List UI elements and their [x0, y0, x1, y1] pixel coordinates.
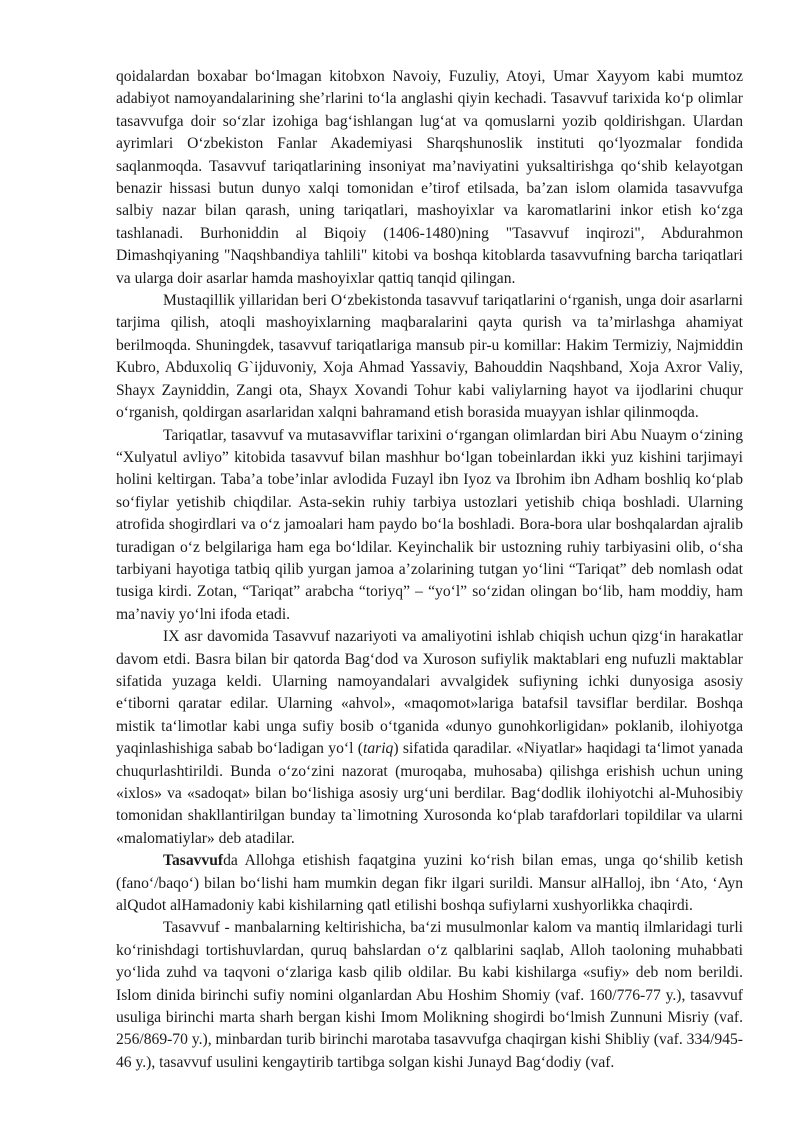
paragraph-4-text-before: IX asr davomida Tasavvuf nazariyoti va amaliyotini ishlab chiqish uchun qizg‘in harakatlar davom etdi. Basra bilan bir qatorda Bag‘dod va Xuroson sufiylik maktablari eng nufuzli maktablar sifatida yuzaga keldi. Ularning namoyandalari avvalgidek sufiyning ichki dunyosiga asosiy e‘tiborni qaratar edilar. Ularning «ahvol», «maqomot»lariga batafsil tavsiflar berdilar. Boshqa mistik ta‘limotlar kabi unga sufiy bosib o‘tganida «dunyo gunohkorligidan» poklanib, ilohiyotga yaqinlashishiga sabab bo‘ladigan yo‘l ( [116, 628, 743, 758]
paragraph-6: Tasavvuf - manbalarning keltirishicha, ba‘zi musulmonlar kalom va mantiq ilmlaridagi turli ko‘rinishdagi tortishuvlardan, quruq bahslardan o‘z qalblarini saqlab, Alloh taoloning muhabbati yo‘lida zuhd va taqvoni o‘zlariga kasb qilib oldilar. Bu kabi kishilarga «sufiy» deb nom berildi. Islom dinida birinchi sufiy nomini olganlardan Abu Hoshim Shomiy (vaf. 160/776-77 y.), tasavvuf usuliga birinchi marta sharh bergan kishi Imom Molikning shogirdi bo‘lmish Zunnuni Misriy (vaf. 256/869-70 y.), minbardan turib birinchi marotaba tasavvufga chaqirgan kishi Shibliy (vaf. 334/945-46 y.), tasavvuf usulini kengaytirib tartibga solgan kishi Junayd Bag‘dodiy (vaf. [116, 919, 743, 1071]
paragraph-1: qoidalardan boxabar bo‘lmagan kitobxon Navoiy, Fuzuliy, Atoyi, Umar Xayyom kabi mumtoz adabiyot namoyandalarining she’rlarini to‘la anglashi qiyin kechadi. Tasavvuf tarixida ko‘p olimlar tasavvufga doir so‘zlar izohiga bag‘ishlangan lug‘at va qomuslarni yozib qoldirishgan. Ulardan ayrimlari O‘zbekiston Fanlar Akademiyasi Sharqshunoslik instituti qo‘lyozmalar fondida saqlanmoqda. Tasavvuf tariqatlarining insoniyat ma’naviyatini yuksaltirishga qo‘shib kelayotgan benazir hissasi butun dunyo xalqi tomonidan e’tirof etilsada, ba’zan islom olamida tasavvufga salbiy nazar bilan qarash, uning tariqatlari, mashoyixlar va karomatlarini inkor etish ko‘zga tashlanadi. Burhoniddin al Biqoiy (1406-1480)ning "Tasavvuf inqirozi", Abdurahmon Dimashqiyaning "Naqshbandiya tahlili" kitobi va boshqa kitoblarda tasavvufning barcha tariqatlari va ularga doir asarlar hamda mashoyixlar qattiq tanqid qilingan. [116, 68, 743, 287]
paragraph-2: Mustaqillik yillaridan beri O‘zbekistonda tasavvuf tariqatlarini o‘rganish, unga doir asarlarni tarjima qilish, atoqli mashoyixlarning maqbaralarini qayta qurish va ta’mirlashga ahamiyat berilmoqda. Shuningdek, tasavvuf tariqatlariga mansub pir-u komillar: Hakim Termiziy, Najmiddin Kubro, Abduxoliq G`ijduvoniy, Xoja Ahmad Yassaviy, Bahouddin Naqshband, Xoja Axror Valiy, Shayx Zayniddin, Zangi ota, Shayx Xovandi Tohur kabi valiylarning hayot va ijodlarini chuqur o‘rganish, qoldirgan asarlaridan xalqni bahramand etish borasida muayyan ishlar qilinmoqda. [116, 292, 743, 422]
paragraph-4 [116, 626, 743, 850]
document-page [116, 66, 743, 1074]
paragraph-4-text-after: ) sifatida qaradilar. «Niyatlar» haqidagi ta‘limot yanada chuqurlashtirildi. Bunda o‘zo‘zini nazorat (muroqaba, muhosaba) qilishga erishish uchun uning «ixlos» va «sadoqat» bilan bo‘lishiga asosiy urg‘uni berdilar. Bag‘dodlik ilohiyotchi al-Muhosibiy tomonidan shakllantirilgan bunday ta`limotning Xurosonda ko‘plab tarafdorlari topildilar va ularni «malomatiylar» deb atadilar. [116, 740, 743, 847]
paragraph-5-bold-term: Tasavvuf [163, 852, 224, 870]
paragraph-4-italic-term: tariq [363, 740, 394, 758]
paragraph-5 [116, 850, 743, 917]
paragraph-3: Tariqatlar, tasavvuf va mutasavviflar tarixini o‘rgangan olimlardan biri Abu Nuaym o‘zining “Xulyatul avliyo” kitobida tasavvuf bilan mashhur bo‘lgan tobeinlardan ikki yuz kishini tarjimayi holini keltirgan. Taba’a tobe’inlar avlodida Fuzayl ibn Iyoz va Ibrohim ibn Adham boshliq ko‘plab so‘fiylar yetishib chiqdilar. Asta-sekin ruhiy tarbiya ustozlari yetishib chiqa boshladi. Ularning atrofida shogirdlari va o‘z jamoalari ham paydo bo‘la boshladi. Bora-bora ular boshqalardan ajralib turadigan o‘z belgilariga ham ega bo‘ldilar. Keyinchalik bir ustozning ruhiy tarbiyasini olib, o‘sha tarbiyani hayotiga tatbiq qilib yurgan jamoa a’zolarining tutgan yo‘lini “Tariqat” deb nomlash odat tusiga kirdi. Zotan, “Tariqat” arabcha “toriyq” – “yo‘l” so‘zidan olingan bo‘lib, ham moddiy, ham ma’naviy yo‘lni ifoda etadi. [116, 426, 743, 623]
paragraph-5-text-after: da Allohga etishish faqatgina yuzini ko‘rish bilan emas, unga qo‘shilib ketish (fano‘/baqo‘) bilan bo‘lishi ham mumkin degan fikr ilgari surildi. Mansur alHalloj, ibn ‘Ato, ‘Ayn alQudot alHamadoniy kabi kishilarning qatl etilishi boshqa sufiylarni xushyorlikka chaqirdi. [116, 852, 743, 915]
